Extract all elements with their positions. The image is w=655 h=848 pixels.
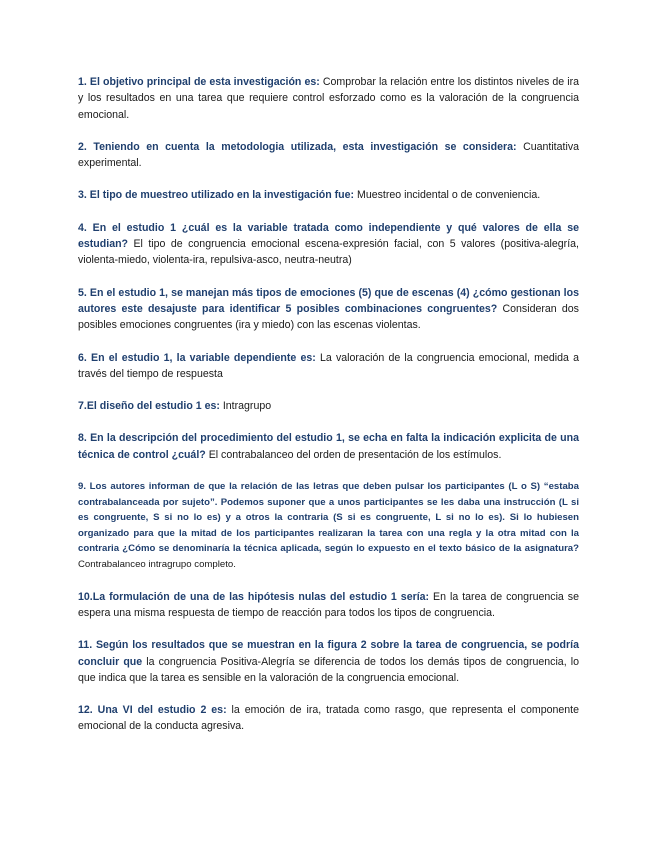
answer-text: Consideran dos posibles emociones congruentes (ira y miedo) con las escenas violentas. [78,302,579,332]
answer-text: Muestreo incidental o de conveniencia. [354,189,541,202]
question-item-10 [78,589,579,622]
question-item-4 [78,220,579,269]
question-item-9 [78,479,579,573]
question-item-3 [78,187,579,203]
answer-text: El contrabalanceo del orden de presentación de los estímulos. [205,448,502,461]
question-item-12 [78,702,579,735]
answer-text: la emoción de ira, tratada como rasgo, que representa el componente emocional de la conducta agresiva. [78,704,579,733]
question-text: 7.El diseño del estudio 1 es: [78,400,220,413]
question-text: 9. Los autores informan de que la relación de las letras que deben pulsar los participantes (L o S) “estaba contrabalanceada por sujeto”. Podemos suponer que a unos participantes se les daba una instrucción (L si es congruente, S si no lo es) y a otros la contraria (S si es congruente, L si no lo es). Si lo hubiesen organizado para que la mitad de los participantes realizaran la tarea con una regla y la otra mitad con la contraria ¿Cómo se denominaría la técnica aplicada, según lo expuesto en el texto básico de la asignatura? [78,481,579,555]
answer-text: La valoración de la congruencia emocional, medida a través del tiempo de respuesta [78,351,580,380]
answer-text: la congruencia Positiva-Alegría se diferencia de todos los demás tipos de congruencia, lo que indica que la tarea es sensible en la valoración de la congruencia emocional. [78,655,580,684]
question-text: 8. En la descripción del procedimiento del estudio 1, se echa en falta la indicación explicita de una técnica de control ¿cuál? [78,432,579,461]
question-text: 12. Una VI del estudio 2 es: [78,704,227,717]
answer-text: El tipo de congruencia emocional escena-expresión facial, con 5 valores (positiva-alegría, violenta-miedo, violenta-ira, repulsiva-asco, neutra-neutra) [78,238,579,267]
question-item-8 [78,430,579,463]
answer-text: Cuantitativa experimental. [78,140,580,170]
question-item-5 [78,285,579,334]
question-item-6 [78,350,579,383]
question-text: 6. En el estudio 1, la variable dependiente es: [78,351,316,364]
answer-text: Comprobar la relación entre los distintos niveles de ira y los resultados en una tarea que requiere control esforzado como es la valoración de la congruencia emocional. [78,76,579,121]
question-item-7 [78,398,579,414]
question-text: 2. Teniendo en cuenta la metodologia utilizada, esta investigación se considera: [78,140,517,153]
question-text: 4. En el estudio 1 ¿cuál es la variable tratada como independiente y qué valores de ella se estudian? [78,221,579,251]
question-text: 10.La formulación de una de las hipótesis nulas del estudio 1 sería: [78,590,430,603]
question-item-11 [78,637,579,686]
question-item-1 [78,74,579,123]
question-text: 3. El tipo de muestreo utilizado en la investigación fue: [78,189,355,202]
document-page [78,74,579,751]
answer-text: Contrabalanceo intragrupo completo. [78,559,236,571]
answer-text: En la tarea de congruencia se espera una misma respuesta de tiempo de reacción para todos los tipos de congruencia. [78,590,579,619]
question-text: 5. En el estudio 1, se manejan más tipos de emociones (5) que de escenas (4) ¿cómo gestionan los autores este desajuste para identificar 5 posibles combinaciones congruentes? [78,286,579,315]
question-item-2 [78,139,579,172]
answer-text: Intragrupo [219,400,272,413]
question-text: 11. Según los resultados que se muestran en la figura 2 sobre la tarea de congruencia, se podría concluir que [78,639,579,668]
question-text: 1. El objetivo principal de esta investigación es: [78,76,320,88]
